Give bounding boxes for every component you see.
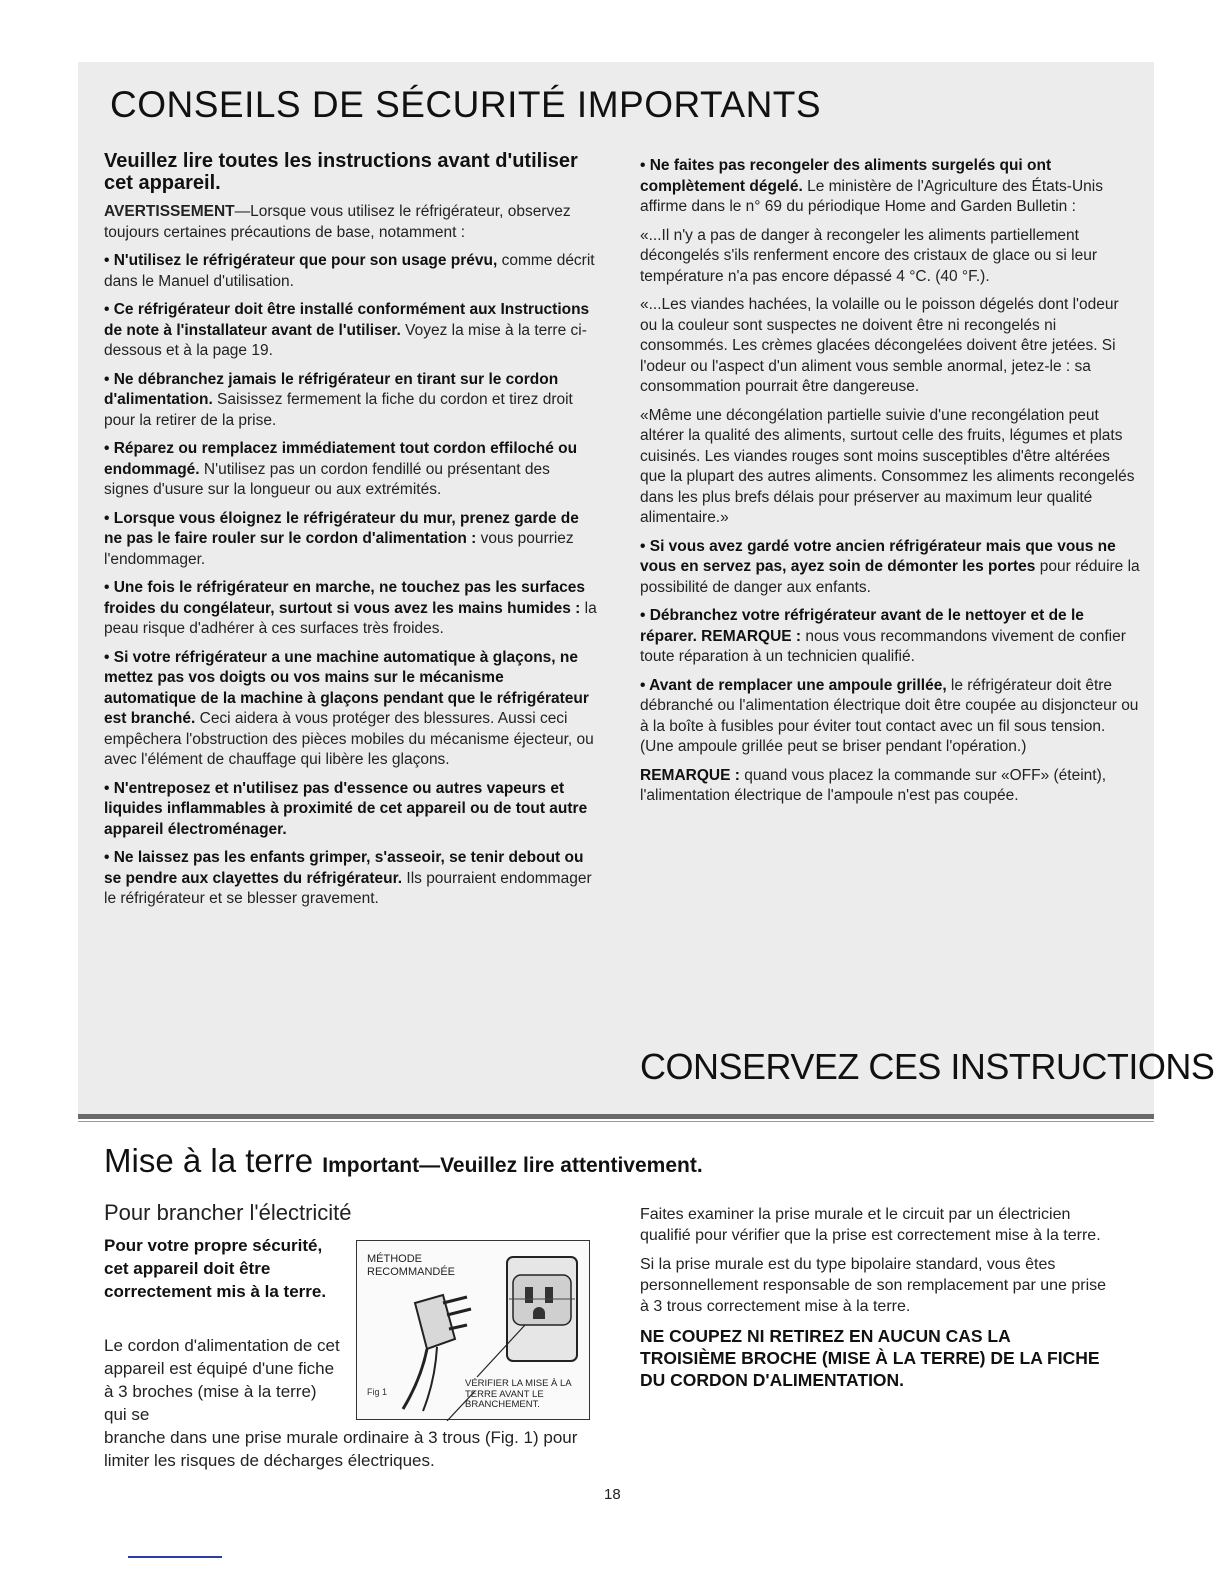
power-cord-text-continued: branche dans une prise murale ordinaire à 3 trous (Fig. 1) pour limiter les risques de décharges électriques. [104,1428,578,1470]
warning-text: —Lorsque vous utilisez le réfrigérateur, observez toujours certaines précautions de base, notamment : [104,203,571,241]
safety-item [104,509,598,571]
safety-item-bold: • Ne faites pas recongeler des aliments surgelés qui ont complètement dégelé. [640,157,1052,195]
safety-item-bold: • N'entreposez et n'utilisez pas d'essence ou autres vapeurs et liquides inflammables à proximité de cet appareil ou de tout autre appareil électroménager. [104,779,588,838]
safety-item-bold: • Ne débranchez jamais le réfrigérateur en tirant sur le cordon d'alimentation. [104,370,559,408]
conserve-instructions-heading: CONSERVEZ CES INSTRUCTIONS [640,1046,1215,1087]
safety-grounding-notice: Pour votre propre sécurité, cet appareil doit être correctement mis à la terre. [104,1236,327,1301]
safety-item [640,606,1140,668]
safety-item-text: la peau risque d'adhérer à ces surfaces très froides. [104,599,597,637]
safety-item [104,370,598,432]
safety-item-bold: • Si votre réfrigérateur a une machine automatique à glaçons, ne mettez pas vos doigts ou vos mains sur le mécanisme automatique de la machine à glaçons pendant que le réfrigérateur est branché. [104,648,589,727]
grounding-title-main: Mise à la terre [104,1142,314,1179]
grounding-title [104,1142,703,1180]
safety-item-text: nous vous recommandons vivement de confier toute réparation à un technicien qualifié. [640,627,1126,665]
outlet-slot-left [525,1287,533,1303]
safety-item [104,578,598,640]
safety-item-text: Le ministère de l'Agriculture des États-Unis affirme dans le n° 69 du périodique Home and Garden Bulletin : [640,177,1103,215]
figure-method-label: MÉTHODE RECOMMANDÉE [367,1253,456,1278]
outlet-slot-right [545,1287,553,1303]
safety-item-text: comme décrit dans le Manuel d'utilisation. [104,252,595,290]
safety-item-bold: • Ce réfrigérateur doit être installé conformément aux Instructions de note à l'installateur avant de l'utiliser. [104,301,590,339]
safety-item-text: Voyez la mise à la terre ci-dessous et à la page 19. [104,321,587,359]
safety-item-bold: • Si vous avez gardé votre ancien réfrigérateur mais que vous ne vous en servez pas, ayez soin de démonter les portes [640,537,1116,575]
power-cord [403,1349,427,1409]
plug-prong-2 [447,1309,471,1315]
safety-item [104,439,598,501]
power-cord-text: Le cordon d'alimentation de cet appareil est équipé d'une fiche à 3 broches (mise à la terre) qui se [104,1336,340,1424]
grounding-right-column [640,1204,1110,1391]
safety-item-bold: • Avant de remplacer une ampoule grillée, [640,676,947,694]
safety-item-bold: • Ne laissez pas les enfants grimper, s'asseoir, se tenir debout ou se pendre aux clayettes du réfrigérateur. [104,849,584,887]
section-divider-thin [78,1121,1154,1122]
electricity-section-heading: Pour brancher l'électricité [104,1200,352,1225]
safety-item-bold: • Débranchez votre réfrigérateur avant de le nettoyer et de le réparer. REMARQUE : [640,607,1084,645]
safety-item-text: Ceci aidera à vous protéger des blessures. Aussi ceci empêchera l'obstruction des pièces mobiles du mécanisme éjecteur, ou avec l'élément de chauffage qui libère les glaçons. [104,710,594,768]
safety-item [640,537,1140,599]
footer-line [128,1556,222,1558]
safety-item-text: «...Il n'y a pas de danger à recongeler les aliments partiellement décongelés s'ils renferment encore des cristaux de glace ou si leur température n'a pas encore dépassé 4 °C. (40 °F.). [640,226,1098,285]
safety-item [640,295,1140,398]
safety-item-bold: REMARQUE : [640,766,740,784]
outlet-replace-text: Si la prise murale est du type bipolaire standard, vous êtes personnellement responsable de son remplacement par une prise à 3 trous correctement mise à la terre. [640,1256,1107,1315]
warning-paragraph [104,202,598,243]
safety-item [640,226,1140,288]
safety-right-column [640,156,1140,815]
safety-item-bold: • Une fois le réfrigérateur en marche, ne touchez pas les surfaces froides du congélateur, surtout si vous avez les mains humides : [104,579,585,617]
right-safety-list [640,156,1140,807]
safety-item-text: le réfrigérateur doit être débranché ou l'alimentation électrique doit être coupée au disjoncteur ou à la boîte à fusibles pour éviter tout contact avec un fil sous tension. (Une ampoule grillée peut se briser pendant l'opération.) [640,676,1139,755]
safety-title: CONSEILS DE SÉCURITÉ IMPORTANTS [110,84,822,125]
safety-item-bold: • N'utilisez le réfrigérateur que pour son usage prévu, [104,252,498,269]
figure-number: Fig 1 [367,1387,388,1397]
safety-item-text: pour réduire la possibilité de danger aux enfants. [640,558,1140,596]
safety-item-text: N'utilisez pas un cordon fendillé ou présentant des signes d'usure sur la longueur ou aux extrémités. [104,460,550,498]
outlet-ground-hole [533,1307,545,1319]
safety-item [104,300,598,362]
plug-prong-1 [443,1297,467,1303]
safety-item-bold: • Réparez ou remplacez immédiatement tout cordon effiloché ou endommagé. [104,440,578,478]
safety-item-text: «...Les viandes hachées, la volaille ou le poisson dégelés dont l'odeur ou la couleur sont suspectes ne doivent être ni recongelés ni consommés. Les crèmes glacées décongelées doivent être jetées. Si l'odeur ou l'aspect d'un aliment vous semble anormal, jetez-le : sa consommation pourrait être dangereuse. [640,296,1119,395]
safety-item-bold: • Lorsque vous éloignez le réfrigérateur du mur, prenez garde de ne pas le faire rouler sur le cordon d'alimentation : [104,509,579,547]
page-number: 18 [604,1486,621,1503]
outlet-check-text: Faites examiner la prise murale et le circuit par un électricien qualifié pour vérifier que la prise est correctement mise à la terre. [640,1206,1101,1244]
safety-item-text: Saisissez fermement la fiche du cordon et tirez droit pour la retirer de la prise. [104,391,573,429]
figure-verify-label: VÉRIFIER LA MISE À LA TERRE AVANT LE BRANCHEMENT. [465,1378,572,1410]
section-divider [78,1114,1154,1119]
grounding-subtitle: Important—Veuillez lire attentivement. [322,1154,703,1177]
safety-item [640,406,1140,529]
grounding-figure [356,1240,590,1420]
safety-item [640,766,1140,807]
left-safety-list [104,251,598,910]
safety-item-text: quand vous placez la commande sur «OFF» (éteint), l'alimentation électrique de l'ampoule n'est pas coupée. [640,766,1107,804]
safety-item-text: vous pourriez l'endommager. [104,530,574,568]
three-prong-plug [415,1295,455,1349]
safety-item [640,156,1140,218]
safety-item [104,848,598,910]
warning-lead: AVERTISSEMENT [104,203,235,220]
safety-item [640,676,1140,758]
safety-left-column [104,150,598,918]
safety-item-text: Ils pourraient endommager le réfrigérateur et se blesser gravement. [104,869,592,907]
prong-warning: NE COUPEZ NI RETIREZ EN AUCUN CAS LA TROISIÈME BROCHE (MISE À LA TERRE) DE LA FICHE DU CORDON D'ALIMENTATION. [640,1326,1100,1390]
safety-item-text: «Même une décongélation partielle suivie d'une recongélation peut altérer la qualité des aliments, surtout celle des fruits, légumes et plats cuisinés. Les viandes rouges sont moins susceptibles d'être altérées que la plupart des autres aliments. Consommez les aliments recongelés dans les plus brefs délais pour préserver au maximum leur qualité alimentaire.» [640,406,1135,526]
safety-item [104,648,598,771]
safety-item [104,779,598,841]
read-instructions-heading: Veuillez lire toutes les instructions avant d'utiliser cet appareil. [104,150,578,194]
safety-item [104,251,598,292]
